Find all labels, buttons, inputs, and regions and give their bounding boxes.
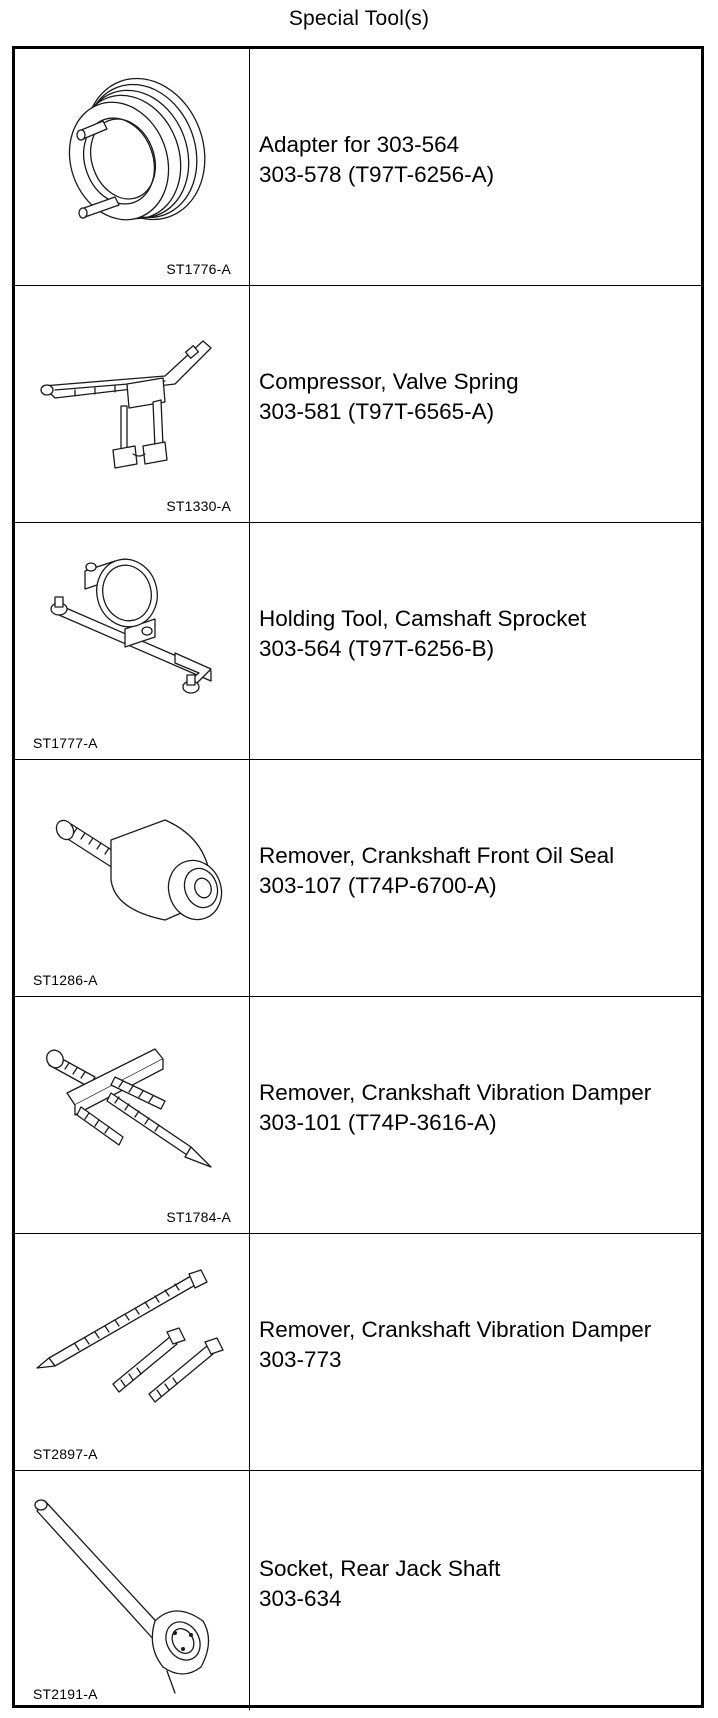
table-row (15, 523, 701, 760)
tool-name: Remover, Crankshaft Vibration Damper (259, 1317, 652, 1342)
tool-illustration-cell (15, 523, 250, 759)
pulley-adapter-illustration (15, 49, 250, 285)
table-row (15, 997, 701, 1234)
tool-number: 303-634 (259, 1585, 342, 1611)
valve-spring-compressor-illustration (15, 286, 250, 522)
figure-code: ST1784-A (166, 1209, 231, 1225)
page-title: Special Tool(s) (288, 7, 430, 30)
tool-description-cell (250, 997, 701, 1233)
tool-description-cell (250, 1471, 701, 1710)
tool-number: 303-578 (T97T-6256-A) (259, 162, 495, 187)
figure-code: ST1330-A (166, 498, 231, 514)
tool-illustration-cell (15, 49, 250, 285)
tool-description-cell (250, 523, 701, 759)
tool-description-cell (250, 1234, 701, 1470)
tool-description-cell (250, 49, 701, 285)
rear-jack-shaft-socket-illustration (15, 1471, 250, 1707)
table-row (15, 760, 701, 997)
camshaft-sprocket-holding-tool-illustration (15, 523, 250, 759)
table-row (15, 1234, 701, 1471)
table-row (15, 286, 701, 523)
vibration-damper-remover-illustration (15, 997, 250, 1233)
figure-code: ST1777-A (33, 735, 98, 751)
special-tools-table (12, 46, 704, 1708)
tool-illustration-cell (15, 1234, 250, 1470)
table-row (15, 49, 701, 286)
figure-code: ST1776-A (166, 261, 231, 277)
tool-illustration-cell (15, 760, 250, 996)
tool-number: 303-101 (T74P-3616-A) (259, 1110, 497, 1135)
figure-code: ST1286-A (33, 972, 98, 988)
tool-illustration-cell (15, 1471, 250, 1710)
tool-name: Adapter for 303-564 (259, 132, 460, 157)
oil-seal-remover-illustration (15, 760, 250, 996)
tool-number: 303-581 (T97T-6565-A) (259, 399, 495, 424)
tool-description-cell (250, 286, 701, 522)
tool-name: Remover, Crankshaft Front Oil Seal (259, 843, 615, 868)
figure-code: ST2191-A (33, 1686, 98, 1702)
tool-description-cell (250, 760, 701, 996)
tool-name: Socket, Rear Jack Shaft (259, 1555, 501, 1581)
tool-number: 303-773 (259, 1347, 342, 1372)
tool-name: Compressor, Valve Spring (259, 369, 519, 394)
figure-code: ST2897-A (33, 1446, 98, 1462)
tool-illustration-cell (15, 286, 250, 522)
table-row (15, 1471, 701, 1710)
tool-name: Remover, Crankshaft Vibration Damper (259, 1080, 652, 1105)
vibration-damper-remover-bolts-illustration (15, 1234, 250, 1470)
tool-illustration-cell (15, 997, 250, 1233)
tool-number: 303-107 (T74P-6700-A) (259, 873, 497, 898)
tool-name: Holding Tool, Camshaft Sprocket (259, 606, 587, 631)
tool-number: 303-564 (T97T-6256-B) (259, 636, 495, 661)
